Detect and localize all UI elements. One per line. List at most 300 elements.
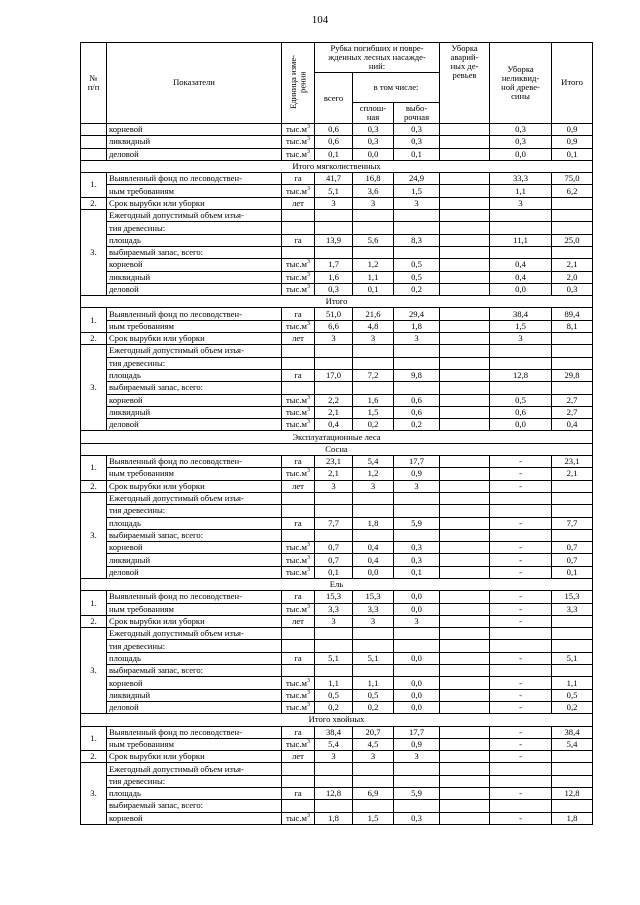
value-total: 13,9 [315,234,353,246]
value-total [315,222,353,234]
table-row [81,566,593,578]
col-header-selective: выбо- рочная [394,102,440,123]
value-total: 3 [315,751,353,763]
unit-cell [282,640,315,652]
unit-cell: га [282,591,315,603]
row-number: 3. [81,345,107,431]
value-total: 0,6 [315,136,353,148]
unit-cell: $тыс.м^3$ [282,738,315,750]
value-selective: 3 [394,333,440,345]
value-emergency [440,738,490,750]
section-title: Итого [81,296,593,308]
value-total [315,775,353,787]
value-selective: 1,5 [394,185,440,197]
value-clear: 0,0 [353,566,394,578]
value-total: 17,0 [315,369,353,381]
unit-cell: лет [282,751,315,763]
indicator-label: ликвидный [107,136,282,148]
value-total [315,800,353,812]
value-selective: 0,2 [394,283,440,295]
value-illiquid: 11,1 [490,234,552,246]
row-number: 3. [81,210,107,296]
value-emergency [440,652,490,664]
value-clear: 4,5 [353,738,394,750]
page-number: 104 [311,14,329,26]
value-clear: 6,9 [353,788,394,800]
superscript-3: 3 [306,603,310,610]
col-header-logging: Рубка погибших и повре- жденных лесных насажде- ний: [315,43,440,73]
superscript-3: 3 [306,542,310,549]
value-clear [353,382,394,394]
value-itogo: 0,5 [552,689,593,701]
value-itogo [552,222,593,234]
value-clear [353,800,394,812]
value-selective: 8,3 [394,234,440,246]
value-illiquid [490,246,552,258]
table-row [81,456,593,468]
indicator-label: деловой [107,283,282,295]
unit-cell: га [282,517,315,529]
value-emergency [440,603,490,615]
value-total: 0,6 [315,124,353,136]
value-total: 0,3 [315,283,353,295]
superscript-3: 3 [306,259,310,266]
table-row [81,124,593,136]
indicator-label: корневой [107,542,282,554]
value-emergency [440,197,490,209]
indicator-label: Выявленный фонд по лесоводствен- [107,456,282,468]
value-emergency [440,271,490,283]
value-clear: 3 [353,480,394,492]
value-emergency [440,591,490,603]
value-illiquid: 0,3 [490,136,552,148]
indicator-label: ным требованиям [107,320,282,332]
unit-cell: $тыс.м^3$ [282,124,315,136]
unit-cell [282,775,315,787]
value-itogo: 2,0 [552,271,593,283]
section-row [81,714,593,726]
value-itogo: 38,4 [552,726,593,738]
value-total: 0,1 [315,148,353,160]
value-selective: 3 [394,751,440,763]
value-total: 2,1 [315,468,353,480]
value-selective [394,246,440,258]
indicator-label: тия древесины: [107,505,282,517]
value-selective: 1,8 [394,320,440,332]
unit-cell [282,210,315,222]
unit-cell: $тыс.м^3$ [282,148,315,160]
value-illiquid: - [490,726,552,738]
indicator-label: ликвидный [107,689,282,701]
indicator-label: Выявленный фонд по лесоводствен- [107,308,282,320]
indicator-label: площадь [107,788,282,800]
value-itogo: 0,2 [552,701,593,713]
unit-cell: лет [282,197,315,209]
value-selective: 17,7 [394,456,440,468]
table-row [81,505,593,517]
value-itogo [552,210,593,222]
value-itogo: 29,8 [552,369,593,381]
unit-cell: га [282,652,315,664]
table-row [81,480,593,492]
value-clear: 15,3 [353,591,394,603]
unit-cell: $тыс.м^3$ [282,468,315,480]
value-clear [353,775,394,787]
value-selective: 0,3 [394,136,440,148]
unit-cell: $тыс.м^3$ [282,394,315,406]
value-clear [353,529,394,541]
value-total [315,357,353,369]
value-emergency [440,640,490,652]
value-itogo: 0,1 [552,148,593,160]
table-row [81,775,593,787]
superscript-3: 3 [306,419,310,426]
value-selective: 0,9 [394,738,440,750]
value-illiquid: 1,1 [490,185,552,197]
value-clear [353,628,394,640]
unit-cell: $тыс.м^3$ [282,689,315,701]
value-clear: 21,6 [353,308,394,320]
value-total: 0,5 [315,689,353,701]
value-selective: 5,9 [394,788,440,800]
value-illiquid [490,222,552,234]
unit-cell [282,246,315,258]
unit-cell: га [282,173,315,185]
value-clear: 1,5 [353,406,394,418]
value-total: 51,0 [315,308,353,320]
unit-cell: $тыс.м^3$ [282,419,315,431]
value-total [315,505,353,517]
value-illiquid: - [490,751,552,763]
table-row [81,652,593,664]
value-total: 41,7 [315,173,353,185]
value-clear: 0,3 [353,136,394,148]
section-title: Ель [81,578,593,590]
value-total: 3 [315,197,353,209]
value-total: 6,6 [315,320,353,332]
value-clear: 0,1 [353,283,394,295]
value-illiquid [490,628,552,640]
value-selective: 0,1 [394,566,440,578]
value-selective: 0,5 [394,259,440,271]
value-itogo [552,763,593,775]
value-selective: 0,2 [394,419,440,431]
value-selective [394,345,440,357]
table-row [81,136,593,148]
value-emergency [440,800,490,812]
indicator-label: Выявленный фонд по лесоводствен- [107,591,282,603]
table-row [81,615,593,627]
superscript-3: 3 [306,407,310,414]
indicator-label: Выявленный фонд по лесоводствен- [107,173,282,185]
value-clear: 1,8 [353,517,394,529]
value-emergency [440,234,490,246]
row-number [81,136,107,148]
value-clear [353,492,394,504]
indicator-label: Ежегодный допустимый объем изъя- [107,628,282,640]
value-itogo: 2,7 [552,394,593,406]
value-emergency [440,333,490,345]
value-illiquid: 0,5 [490,394,552,406]
value-itogo: 2,7 [552,406,593,418]
value-selective: 0,0 [394,591,440,603]
value-total: 1,6 [315,271,353,283]
unit-cell: $тыс.м^3$ [282,603,315,615]
value-selective [394,505,440,517]
value-itogo [552,345,593,357]
value-illiquid: - [490,701,552,713]
table-row [81,788,593,800]
value-emergency [440,136,490,148]
value-total: 15,3 [315,591,353,603]
value-clear: 1,1 [353,677,394,689]
value-emergency [440,677,490,689]
value-itogo [552,382,593,394]
indicator-label: ным требованиям [107,603,282,615]
table-row [81,185,593,197]
row-number [81,148,107,160]
table-row [81,234,593,246]
col-header-unit [282,43,315,124]
value-illiquid [490,800,552,812]
indicator-label: Ежегодный допустимый объем изъя- [107,492,282,504]
table-row [81,554,593,566]
superscript-3: 3 [306,702,310,709]
value-emergency [440,812,490,824]
row-number: 2. [81,751,107,763]
value-selective: 0,3 [394,554,440,566]
value-emergency [440,210,490,222]
value-illiquid [490,763,552,775]
unit-cell: $тыс.м^3$ [282,677,315,689]
unit-cell: $тыс.м^3$ [282,566,315,578]
value-emergency [440,529,490,541]
unit-cell: $тыс.м^3$ [282,701,315,713]
unit-cell: лет [282,333,315,345]
value-selective [394,492,440,504]
value-selective [394,640,440,652]
superscript-3: 3 [306,812,310,819]
value-illiquid [490,775,552,787]
value-itogo: 15,3 [552,591,593,603]
indicator-label: тия древесины: [107,222,282,234]
section-row [81,296,593,308]
value-selective [394,775,440,787]
value-selective: 5,9 [394,517,440,529]
row-number: 1. [81,591,107,616]
value-itogo [552,800,593,812]
value-clear [353,357,394,369]
col-header-indicators: Показатели [107,43,282,124]
value-total [315,382,353,394]
value-emergency [440,124,490,136]
table-row [81,271,593,283]
value-emergency [440,283,490,295]
table-row [81,259,593,271]
forest-indicators-table [80,42,593,825]
table-row [81,173,593,185]
value-clear [353,345,394,357]
value-clear: 3,3 [353,603,394,615]
indicator-label: деловой [107,419,282,431]
value-emergency [440,345,490,357]
value-clear: 1,6 [353,394,394,406]
value-selective: 0,3 [394,124,440,136]
value-total: 3 [315,480,353,492]
value-emergency [440,628,490,640]
value-illiquid: - [490,677,552,689]
value-clear: 1,2 [353,468,394,480]
unit-cell: га [282,788,315,800]
indicator-label: выбираемый запас, всего: [107,382,282,394]
value-emergency [440,763,490,775]
value-clear [353,505,394,517]
col-header-total: всего [315,73,353,124]
table-row [81,640,593,652]
value-illiquid: - [490,480,552,492]
value-clear: 1,1 [353,271,394,283]
value-total: 0,7 [315,542,353,554]
value-selective [394,763,440,775]
indicator-label: площадь [107,652,282,664]
section-title: Итого мягколиственных [81,160,593,172]
value-emergency [440,689,490,701]
value-emergency [440,554,490,566]
value-illiquid: 0,4 [490,259,552,271]
value-itogo: 5,4 [552,738,593,750]
table-header [81,43,593,124]
section-title: Эксплуатационные леса [81,431,593,443]
indicator-label: ликвидный [107,271,282,283]
table-row [81,800,593,812]
value-emergency [440,665,490,677]
indicator-label: выбираемый запас, всего: [107,800,282,812]
unit-cell [282,800,315,812]
table-row [81,246,593,258]
value-clear: 1,5 [353,812,394,824]
table-row [81,726,593,738]
value-illiquid: 33,3 [490,173,552,185]
unit-header-text: Единица изме- рения [287,55,307,109]
value-illiquid [490,382,552,394]
col-header-illiquid: Уборка неликвид- ной древе- сины [490,43,552,124]
unit-cell [282,492,315,504]
value-itogo: 7,7 [552,517,593,529]
unit-cell: га [282,234,315,246]
value-selective: 3 [394,615,440,627]
value-illiquid [490,529,552,541]
value-itogo: 1,1 [552,677,593,689]
value-illiquid [490,640,552,652]
value-selective [394,628,440,640]
value-total: 2,2 [315,394,353,406]
section-row [81,431,593,443]
value-selective: 0,5 [394,271,440,283]
value-itogo: 89,4 [552,308,593,320]
superscript-3: 3 [306,284,310,291]
value-illiquid: 0,4 [490,271,552,283]
row-number: 2. [81,480,107,492]
table-row [81,677,593,689]
indicator-label: деловой [107,148,282,160]
value-clear: 3 [353,751,394,763]
section-row [81,578,593,590]
value-itogo [552,492,593,504]
value-itogo: 1,8 [552,812,593,824]
value-selective [394,382,440,394]
unit-cell: $тыс.м^3$ [282,542,315,554]
value-illiquid [490,665,552,677]
unit-cell: га [282,726,315,738]
unit-cell [282,529,315,541]
value-selective: 3 [394,480,440,492]
value-itogo [552,480,593,492]
value-illiquid [490,345,552,357]
indicator-label: ным требованиям [107,185,282,197]
value-itogo: 23,1 [552,456,593,468]
value-emergency [440,173,490,185]
indicator-label: Срок вырубки или уборки [107,480,282,492]
value-total: 12,8 [315,788,353,800]
table-row [81,406,593,418]
value-itogo [552,505,593,517]
row-number: 3. [81,628,107,714]
value-itogo: 0,1 [552,566,593,578]
value-selective [394,800,440,812]
indicator-label: ным требованиям [107,738,282,750]
indicator-label: деловой [107,566,282,578]
unit-cell [282,763,315,775]
value-emergency [440,259,490,271]
indicator-label: Выявленный фонд по лесоводствен- [107,726,282,738]
value-selective: 3 [394,197,440,209]
value-total: 0,2 [315,701,353,713]
value-emergency [440,148,490,160]
value-itogo [552,197,593,209]
value-itogo: 6,2 [552,185,593,197]
table-row [81,751,593,763]
value-clear: 3,6 [353,185,394,197]
table-row [81,148,593,160]
value-itogo [552,775,593,787]
value-itogo: 75,0 [552,173,593,185]
value-itogo: 25,0 [552,234,593,246]
section-row [81,160,593,172]
value-clear: 4,8 [353,320,394,332]
row-number: 2. [81,197,107,209]
unit-cell: $тыс.м^3$ [282,320,315,332]
superscript-3: 3 [306,185,310,192]
value-selective: 0,1 [394,148,440,160]
value-emergency [440,701,490,713]
value-illiquid: - [490,615,552,627]
unit-cell [282,505,315,517]
value-total: 2,1 [315,406,353,418]
value-selective: 9,8 [394,369,440,381]
table-row [81,210,593,222]
value-emergency [440,788,490,800]
value-itogo: 0,9 [552,124,593,136]
indicator-label: Срок вырубки или уборки [107,197,282,209]
value-total [315,246,353,258]
table-row [81,603,593,615]
value-itogo [552,529,593,541]
value-illiquid [490,210,552,222]
value-selective: 0,9 [394,468,440,480]
unit-cell: га [282,308,315,320]
value-illiquid [490,492,552,504]
indicator-label: выбираемый запас, всего: [107,246,282,258]
